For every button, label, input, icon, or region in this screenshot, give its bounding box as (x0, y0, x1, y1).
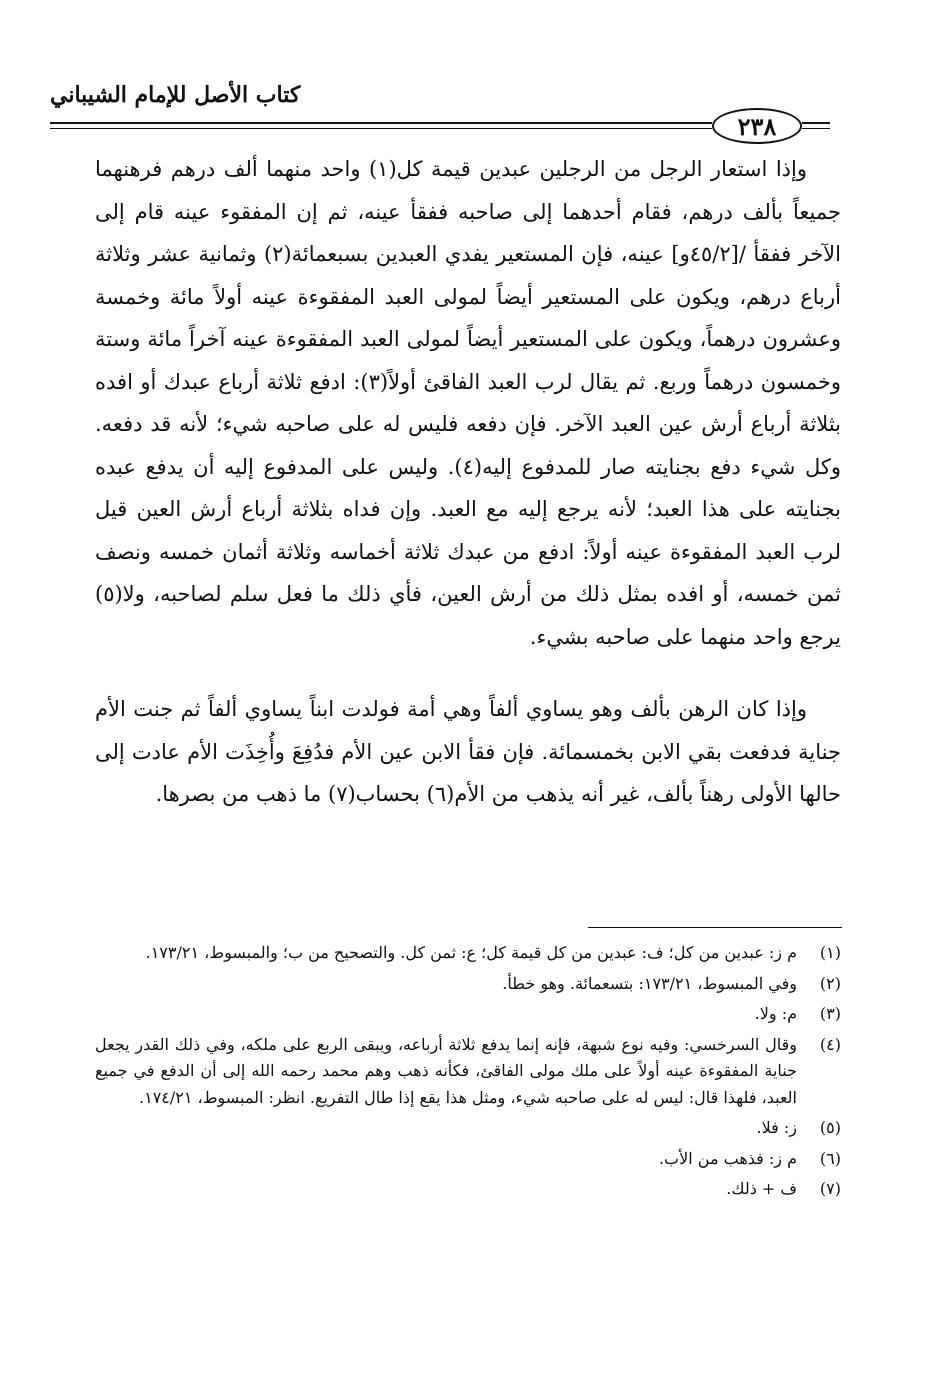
page-number: ٢٣٨ (712, 108, 802, 144)
footnote-separator (588, 927, 842, 928)
footnote-text: وقال السرخسي: وفيه نوع شبهة، فإنه إنما يدفع ثلاثة أرباعه، ويبقى الربع على ملكه، وفي ذلك القدر يجعل جناية المفقوءة عينه أولاً على ملك مولى الفاقئ، فكأنه ذهب وهم محمد رحمه الله إلى أن الدفع في جميع العبد، فلهذا قال: ليس له على صاحبه شيء، ومثل هذا يقع إذا طال التفريع. انظر: المبسوط، ١٧٤/٢١. (95, 1034, 798, 1107)
footnote-item (95, 1032, 841, 1112)
footnote-number: (٧) (819, 1179, 841, 1198)
footnote-number: (٣) (819, 1004, 841, 1023)
footnote-number: (٦) (819, 1148, 841, 1168)
footnote-text: ف + ذلك. (726, 1179, 797, 1198)
header-rule-bottom (50, 128, 712, 129)
footnote-number: (٤) (819, 1034, 841, 1054)
footnote-item (95, 940, 841, 967)
header-rule-top (50, 122, 712, 124)
paragraph-2: وإذا كان الرهن بألف وهو يساوي ألفاً وهي أمة فولدت ابناً يساوي ألفاً ثم جنت الأم جناية فدفعت بقي الابن بخمسمائة. فإن فقأ الابن عين الأم فدُفِعَ وأُخِذَت الأم عادت إلى حالها الأولى رهناً بألف، غير أنه يذهب من الأم(٦) بحساب(٧) ما ذهب من بصرها. (95, 697, 841, 806)
footnote-number: (١) (819, 943, 841, 962)
footnote-text: وفي المبسوط، ١٧٣/٢١: بتسعمائة. وهو خطأ. (502, 973, 797, 993)
footnote-text: م ز: عبدين من كل؛ ف: عبدين من كل قيمة كل؛ ع: ثمن كل. والتصحيح من ب؛ والمبسوط، ١٧٣/٢١. (145, 943, 797, 962)
main-text (95, 148, 841, 816)
footnote-item (95, 1146, 841, 1173)
footnote-item (95, 971, 841, 998)
footnote-item (95, 1115, 841, 1142)
header-rule-right-top (802, 122, 830, 124)
footnote-item (95, 1001, 841, 1028)
footnote-number: (٥) (819, 1118, 841, 1137)
footnote-text: م: ولا. (754, 1004, 797, 1023)
header-rule-right-bottom (802, 128, 830, 129)
running-title: كتاب الأصل للإمام الشيباني (50, 82, 301, 108)
footnote-text: ز: فلا. (756, 1118, 797, 1137)
footnote-item (95, 1176, 841, 1203)
page-header (50, 70, 830, 150)
footnote-text: م ز: فذهب من الأب. (658, 1148, 797, 1168)
footnotes (95, 940, 841, 1207)
paragraph-1: وإذا استعار الرجل من الرجلين عبدين قيمة كل(١) واحد منهما ألف درهم فرهنهما جميعاً بألف درهم، فقام أحدهما إلى صاحبه ففقأ عينه، ثم إن المفقوء عينه قام إلى الآخر ففقأ /[٤٥/٢و] عينه، فإن المستعير يفدي العبدين بسبعمائة(٢) وثمانية عشر وثلاثة أرباع درهم، ويكون على المستعير أيضاً لمولى العبد المفقوءة عينه أولاً مائة وخمسة وعشرون درهماً، ويكون على المستعير أيضاً لمولى العبد المفقوءة عينه آخراً مائة وستة وخمسون درهماً وربع. ثم يقال لرب العبد الفاقئ أولاً(٣): ادفع ثلاثة أرباع عبدك أو افده بثلاثة أرباع أرش عين العبد الآخر. فإن دفعه فليس له على صاحبه شيء؛ لأنه قد دفعه. وكل شيء دفع بجنايته صار للمدفوع إليه(٤). وليس على المدفوع إليه أن يدفع عبده بجنايته على هذا العبد؛ لأنه يرجع إليه مع العبد. وإن فداه بثلاثة أرباع أرش العين قيل لرب العبد المفقوءة عينه أولاً: ادفع من عبدك ثلاثة أخماسه وثلاثة أثمان خمسه ونصف ثمن خمسه، أو افده بمثل ذلك من أرش العين، فأي ذلك ما فعل سلم لصاحبه، ولا(٥) يرجع واحد منهما على صاحبه بشيء. (95, 157, 841, 649)
footnote-number: (٢) (819, 973, 841, 993)
